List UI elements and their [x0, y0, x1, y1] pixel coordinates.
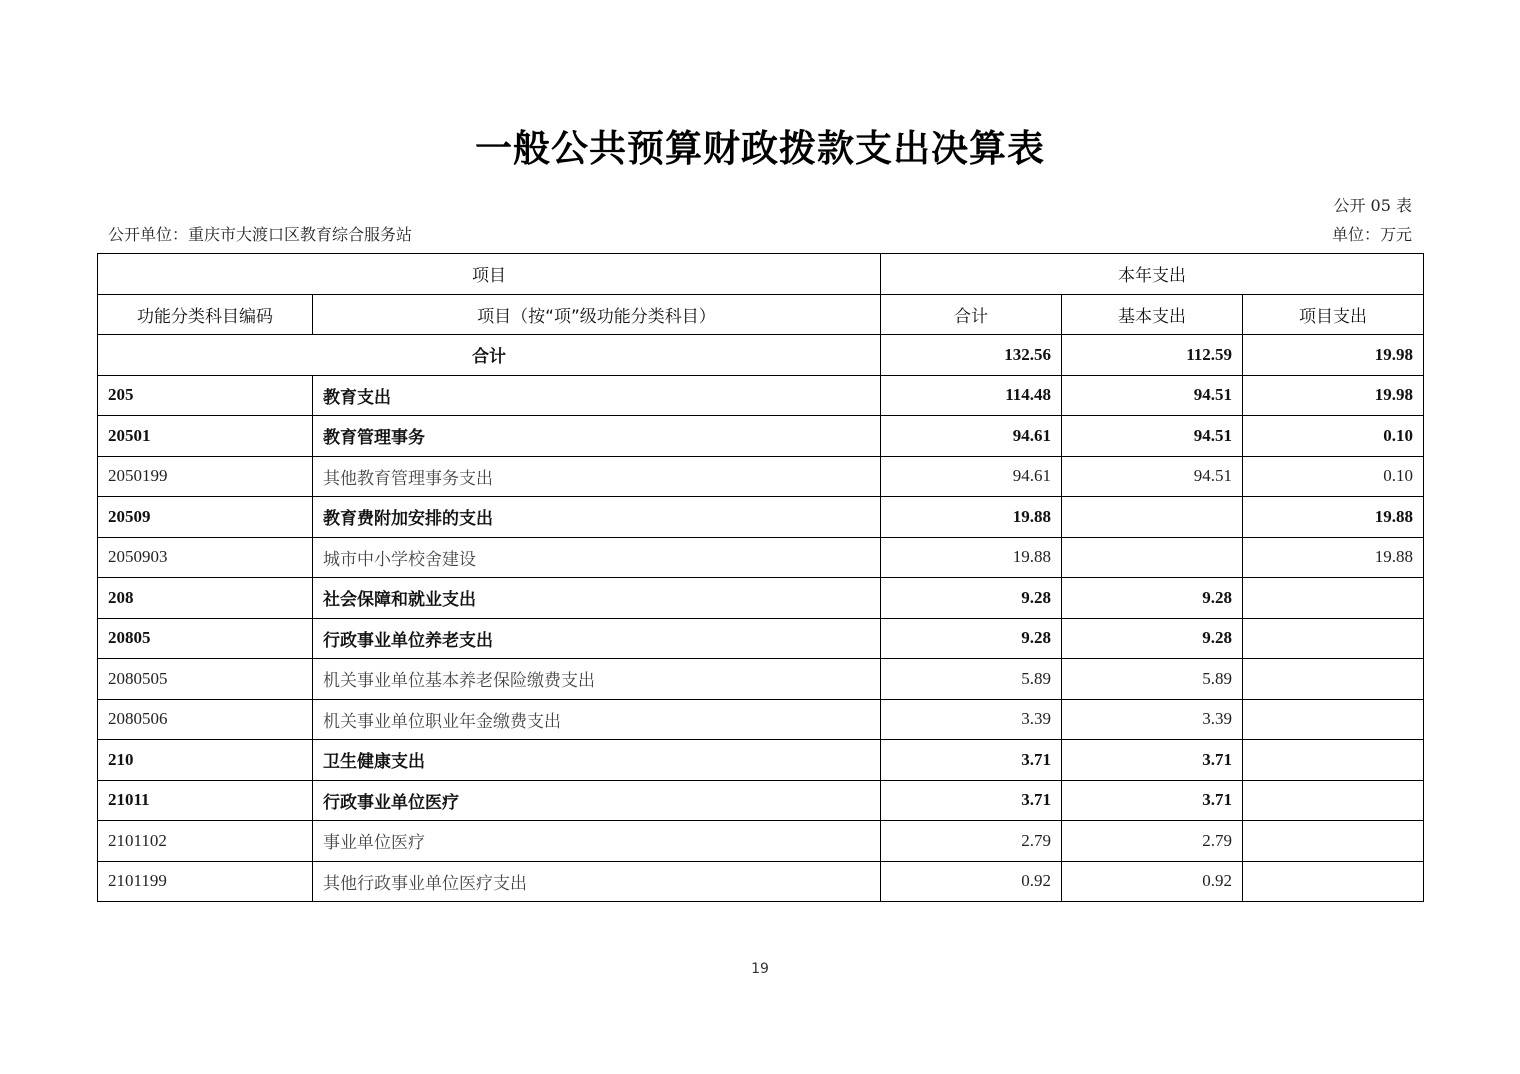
row-project: 19.98: [1243, 375, 1424, 416]
row-name: 社会保障和就业支出: [313, 578, 881, 619]
header-row-2: [98, 294, 1424, 335]
row-code: 2080506: [98, 699, 313, 740]
row-total: 114.48: [881, 375, 1062, 416]
row-project: [1243, 699, 1424, 740]
header-current-year: 本年支出: [881, 254, 1424, 295]
row-total: 3.39: [881, 699, 1062, 740]
currency-unit: 单位：万元: [1331, 225, 1412, 244]
row-basic: 3.71: [1062, 780, 1243, 821]
row-project: 19.88: [1243, 537, 1424, 578]
row-code: 2050199: [98, 456, 313, 497]
row-name: 其他行政事业单位医疗支出: [313, 861, 881, 902]
table-row: [98, 618, 1424, 659]
row-total: 19.88: [881, 497, 1062, 538]
row-basic: 9.28: [1062, 578, 1243, 619]
table-row: [98, 578, 1424, 619]
row-name: 机关事业单位基本养老保险缴费支出: [313, 659, 881, 700]
row-total: 94.61: [881, 456, 1062, 497]
table-row: [98, 659, 1424, 700]
table-row: [98, 537, 1424, 578]
row-total: 3.71: [881, 740, 1062, 781]
document-title: 一般公共预算财政拨款支出决算表: [475, 127, 1045, 170]
row-basic: 9.28: [1062, 618, 1243, 659]
table-row: [98, 821, 1424, 862]
row-project: [1243, 659, 1424, 700]
row-name: 行政事业单位医疗: [313, 780, 881, 821]
row-code: 210: [98, 740, 313, 781]
row-basic: 94.51: [1062, 456, 1243, 497]
total-project: 19.98: [1243, 335, 1424, 376]
form-number: 公开 05 表: [1333, 196, 1412, 215]
row-total: 9.28: [881, 618, 1062, 659]
table-row: [98, 861, 1424, 902]
row-basic: 94.51: [1062, 375, 1243, 416]
row-project: [1243, 578, 1424, 619]
row-total: 5.89: [881, 659, 1062, 700]
header-project-exp: 项目支出: [1243, 294, 1424, 335]
row-name: 其他教育管理事务支出: [313, 456, 881, 497]
row-code: 2101102: [98, 821, 313, 862]
expenditure-table: [97, 253, 1424, 902]
row-project: [1243, 821, 1424, 862]
total-sum: 132.56: [881, 335, 1062, 376]
row-project: 0.10: [1243, 416, 1424, 457]
row-total: 9.28: [881, 578, 1062, 619]
table-row: [98, 375, 1424, 416]
row-code: 205: [98, 375, 313, 416]
row-basic: [1062, 497, 1243, 538]
row-code: 2101199: [98, 861, 313, 902]
row-name: 行政事业单位养老支出: [313, 618, 881, 659]
row-basic: 94.51: [1062, 416, 1243, 457]
table-row: [98, 416, 1424, 457]
row-name: 机关事业单位职业年金缴费支出: [313, 699, 881, 740]
row-project: [1243, 740, 1424, 781]
row-basic: 3.39: [1062, 699, 1243, 740]
row-code: 2050903: [98, 537, 313, 578]
header-project: 项目: [98, 254, 881, 295]
row-total: 2.79: [881, 821, 1062, 862]
row-project: [1243, 861, 1424, 902]
row-project: 0.10: [1243, 456, 1424, 497]
row-code: 21011: [98, 780, 313, 821]
page-number: 19: [751, 961, 769, 977]
row-name: 教育支出: [313, 375, 881, 416]
row-project: 19.88: [1243, 497, 1424, 538]
header-total: 合计: [881, 294, 1062, 335]
row-name: 城市中小学校舍建设: [313, 537, 881, 578]
row-project: [1243, 618, 1424, 659]
header-basic: 基本支出: [1062, 294, 1243, 335]
row-name: 教育费附加安排的支出: [313, 497, 881, 538]
table-row: [98, 456, 1424, 497]
row-code: 208: [98, 578, 313, 619]
row-basic: 3.71: [1062, 740, 1243, 781]
row-basic: 2.79: [1062, 821, 1243, 862]
row-code: 20509: [98, 497, 313, 538]
row-code: 20805: [98, 618, 313, 659]
row-total: 0.92: [881, 861, 1062, 902]
row-name: 教育管理事务: [313, 416, 881, 457]
table-row: [98, 497, 1424, 538]
row-name: 卫生健康支出: [313, 740, 881, 781]
header-code: 功能分类科目编码: [98, 294, 313, 335]
row-name: 事业单位医疗: [313, 821, 881, 862]
table-row: [98, 699, 1424, 740]
row-project: [1243, 780, 1424, 821]
table-body: [98, 254, 1424, 902]
total-row: [98, 335, 1424, 376]
total-label: 合计: [98, 335, 881, 376]
header-name: 项目（按“项”级功能分类科目）: [313, 294, 881, 335]
row-total: 3.71: [881, 780, 1062, 821]
table-row: [98, 780, 1424, 821]
row-code: 2080505: [98, 659, 313, 700]
row-total: 19.88: [881, 537, 1062, 578]
row-basic: 5.89: [1062, 659, 1243, 700]
header-row-1: [98, 254, 1424, 295]
row-total: 94.61: [881, 416, 1062, 457]
row-basic: [1062, 537, 1243, 578]
row-basic: 0.92: [1062, 861, 1243, 902]
row-code: 20501: [98, 416, 313, 457]
table-row: [98, 740, 1424, 781]
reporting-unit: 公开单位：重庆市大渡口区教育综合服务站: [108, 225, 413, 244]
total-basic: 112.59: [1062, 335, 1243, 376]
